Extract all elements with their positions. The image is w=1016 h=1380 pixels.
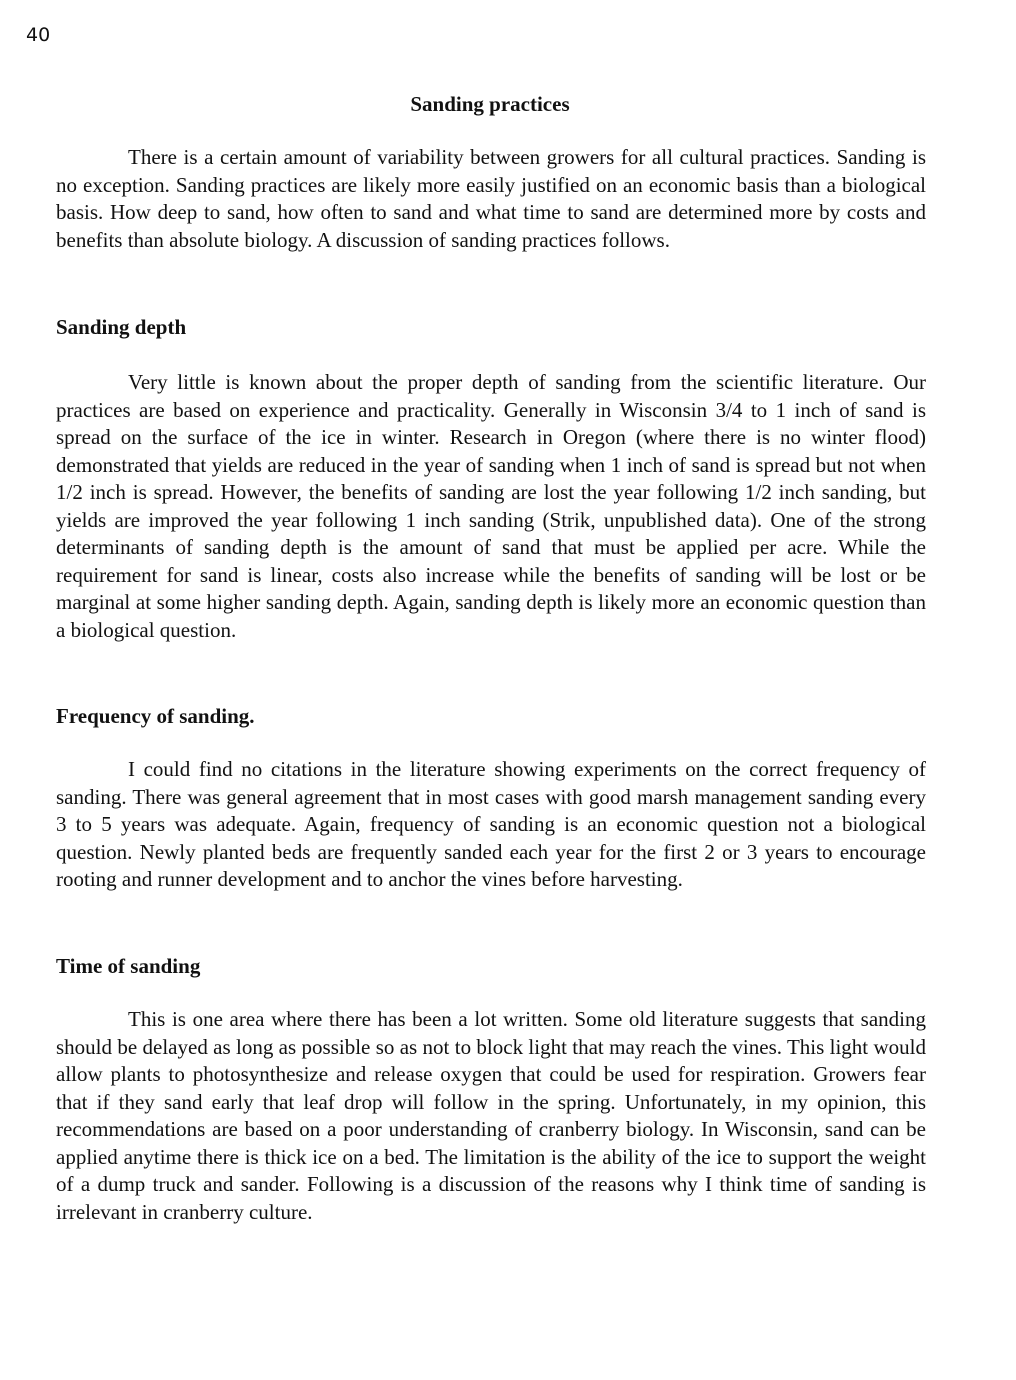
page-number: 40 <box>26 24 51 46</box>
paragraph-time-of-sanding: This is one area where there has been a lot written. Some old literature suggests that sanding should be delayed as long as possible so as not to block light that may reach the vines. This light would allow plants to photosynthesize and release oxygen that could be used for respiration. Growers fear that if they sand early that leaf drop will follow in the spring. Unfortunately, in my opinion, this recommendations are based on a poor understanding of cranberry biology. In Wisconsin, sand can be applied anytime there is thick ice on a bed. The limitation is the ability of the ice to support the weight of a dump truck and sander. Following is a discussion of the reasons why I think time of sanding is irrelevant in cranberry culture. <box>56 1007 926 1224</box>
heading-frequency-of-sanding: Frequency of sanding. <box>56 704 255 728</box>
heading-time-of-sanding: Time of sanding <box>56 954 201 978</box>
page-title: Sanding practices <box>410 92 570 116</box>
intro-paragraph: There is a certain amount of variability between growers for all cultural practices. Sanding is no exception. Sanding practices are likely more easily justified on an economic basis than a biological basis. How deep to sand, how often to sand and what time to sand are determined more by costs and benefits than absolute biology. A discussion of sanding practices follows. <box>56 145 926 252</box>
paragraph-sanding-depth: Very little is known about the proper depth of sanding from the scientific literature. Our practices are based on experience and practicality. Generally in Wisconsin 3/4 to 1 inch of sand is spread on the surface of the ice in winter. Research in Oregon (where there is no winter flood) demonstrated that yields are reduced in the year of sanding when 1 inch of sand is spread but not when 1/2 inch is spread. However, the benefits of sanding are lost the year following 1/2 inch sanding, but yields are improved the year following 1 inch sanding (Strik, unpublished data). One of the strong determinants of sanding depth is the amount of sand that must be applied per acre. While the requirement for sand is linear, costs also increase while the benefits of sanding will be lost or be marginal at some higher sanding depth. Again, sanding depth is likely more an economic question than a biological question. <box>56 370 926 642</box>
paragraph-frequency-of-sanding: I could find no citations in the literature showing experiments on the correct frequency of sanding. There was general agreement that in most cases with good marsh management sanding every 3 to 5 years was adequate. Again, frequency of sanding is an economic question not a biological question. Newly planted beds are frequently sanded each year for the first 2 or 3 years to encourage rooting and runner development and to anchor the vines before harvesting. <box>56 757 926 891</box>
heading-sanding-depth: Sanding depth <box>56 315 187 339</box>
